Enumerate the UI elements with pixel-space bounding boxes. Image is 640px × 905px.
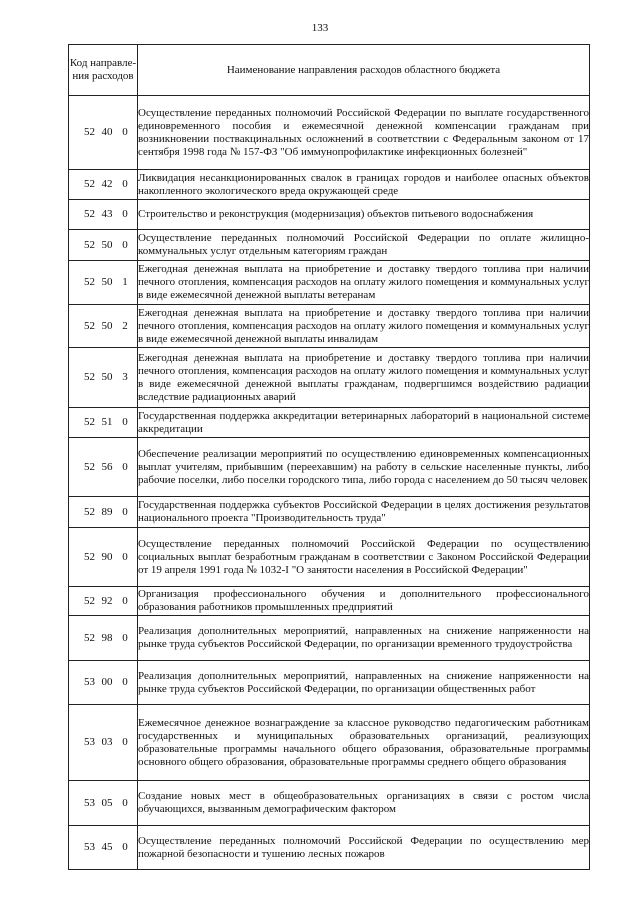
code-part-3: 0 — [122, 676, 128, 688]
code-part-1: 52 — [84, 238, 95, 251]
table-row — [69, 96, 590, 170]
expense-code — [69, 348, 138, 408]
page-number: 133 — [311, 22, 329, 34]
expense-description: Создание новых мест в общеобразовательных организациях в связи с ростом числа обучающихся, вызванным демографическим фактором — [138, 781, 590, 826]
expense-code — [69, 261, 138, 305]
code-part-2: 00 — [101, 676, 113, 688]
expense-description: Организация профессионального обучения и дополнительного профессионального образования работников промышленных предприятий — [138, 587, 590, 616]
table-row — [69, 587, 590, 616]
code-part-2: 50 — [101, 319, 113, 332]
code-part-3: 0 — [122, 841, 128, 853]
code-part-1: 53 — [84, 841, 95, 853]
code-part-1: 52 — [84, 631, 95, 644]
code-part-2: 05 — [101, 796, 113, 809]
code-part-3: 0 — [122, 550, 128, 563]
expense-description: Осуществление переданных полномочий Российской Федерации по осуществлению мер пожарной безопасности и тушению лесных пожаров — [138, 826, 590, 870]
expense-description: Строительство и реконструкция (модернизация) объектов питьевого водоснабжения — [138, 200, 590, 230]
code-part-2: 56 — [101, 460, 113, 473]
table-row — [69, 408, 590, 438]
table-row — [69, 616, 590, 661]
expense-code — [69, 200, 138, 230]
expense-code — [69, 497, 138, 528]
expense-description: Ежемесячное денежное вознаграждение за классное руководство педагогическим работникам государственных и муниципальных образовательных организаций, реализующих образовательные программы начального общего образования, образовательные программы основного общего образования, образовательные программы среднего общего образования — [138, 705, 590, 781]
expense-description: Реализация дополнительных мероприятий, направленных на снижение напряженности на рынке труда субъектов Российской Федерации, по организации общественных работ — [138, 661, 590, 705]
table-row — [69, 438, 590, 497]
code-part-2: 50 — [101, 276, 113, 288]
code-part-3: 0 — [122, 631, 128, 644]
code-part-1: 52 — [84, 550, 95, 563]
expense-description: Ежегодная денежная выплата на приобретение и доставку твердого топлива при наличии печного отопления, компенсация расходов на оплату жилого помещения и коммунальных услуг в виде ежемесячной денежной выплаты гражданам, подвергшимся воздействию радиации вследствие радиационных аварий — [138, 348, 590, 408]
table-row — [69, 781, 590, 826]
code-part-3: 0 — [122, 126, 128, 138]
expense-code — [69, 96, 138, 170]
code-part-3: 0 — [122, 178, 128, 190]
code-part-1: 53 — [84, 796, 95, 809]
table-row — [69, 497, 590, 528]
code-part-2: 03 — [101, 736, 113, 748]
name-column-header: Наименование направления расходов областного бюджета — [138, 45, 590, 96]
table-row — [69, 305, 590, 348]
expense-description: Осуществление переданных полномочий Российской Федерации по оплате жилищно-коммунальных услуг отдельным категориям граждан — [138, 230, 590, 261]
table-row — [69, 661, 590, 705]
code-part-3: 0 — [122, 208, 128, 220]
code-part-1: 52 — [84, 505, 95, 518]
code-part-3: 0 — [122, 238, 128, 251]
table-row — [69, 705, 590, 781]
expense-description: Ликвидация несанкционированных свалок в границах городов и наиболее опасных объектов накопленного экологического вреда окружающей среде — [138, 170, 590, 200]
code-part-2: 90 — [101, 550, 113, 563]
code-column-header: Код направле-ния расходов — [69, 45, 138, 96]
expense-description: Ежегодная денежная выплата на приобретение и доставку твердого топлива при наличии печного отопления, компенсация расходов на оплату жилого помещения и коммунальных услуг в виде ежемесячной денежной выплаты инвалидам — [138, 305, 590, 348]
table-row — [69, 170, 590, 200]
code-part-1: 52 — [84, 208, 95, 220]
expense-code — [69, 408, 138, 438]
code-part-2: 89 — [101, 505, 113, 518]
expense-description: Осуществление переданных полномочий Российской Федерации по выплате государственного единовременного пособия и ежемесячной денежной компенсации гражданам при возникновении поствакцинальных осложнений в соответствии с Федеральным законом от 17 сентября 1998 года № 157-ФЗ "Об иммунопрофилактике инфекционных болезней" — [138, 96, 590, 170]
code-part-3: 0 — [122, 460, 128, 473]
code-part-1: 52 — [84, 276, 95, 288]
code-part-2: 50 — [101, 371, 113, 383]
expense-code — [69, 170, 138, 200]
code-part-3: 0 — [122, 736, 128, 748]
code-part-1: 52 — [84, 178, 95, 190]
table-row — [69, 348, 590, 408]
expense-code — [69, 305, 138, 348]
expense-description: Реализация дополнительных мероприятий, направленных на снижение напряженности на рынке труда субъектов Российской Федерации, по организации временного трудоустройства — [138, 616, 590, 661]
expense-description: Государственная поддержка аккредитации ветеринарных лабораторий в национальной системе аккредитации — [138, 408, 590, 438]
code-part-2: 51 — [101, 416, 113, 428]
code-part-2: 43 — [101, 208, 113, 220]
table-header-row — [69, 45, 590, 96]
code-part-2: 50 — [101, 238, 113, 251]
code-part-1: 52 — [84, 460, 95, 473]
expense-code — [69, 781, 138, 826]
expense-code — [69, 826, 138, 870]
code-part-2: 98 — [101, 631, 113, 644]
budget-table — [68, 44, 590, 870]
code-part-1: 52 — [84, 594, 95, 607]
expense-description: Обеспечение реализации мероприятий по осуществлению единовременных компенсационных выплат учителям, прибывшим (переехавшим) на работу в сельские населенные пункты, либо рабочие поселки, либо поселки городского типа, либо города с населением до 50 тысяч человек — [138, 438, 590, 497]
code-part-1: 52 — [84, 126, 95, 138]
expense-code — [69, 705, 138, 781]
table-row — [69, 200, 590, 230]
expense-description: Государственная поддержка субъектов Российской Федерации в целях достижения результатов национального проекта "Производительность труда" — [138, 497, 590, 528]
code-part-3: 0 — [122, 505, 128, 518]
code-part-1: 53 — [84, 676, 95, 688]
code-part-2: 92 — [101, 594, 113, 607]
expense-description: Ежегодная денежная выплата на приобретение и доставку твердого топлива при наличии печного отопления, компенсация расходов на оплату жилого помещения и коммунальных услуг в виде ежемесячной денежной выплаты ветеранам — [138, 261, 590, 305]
code-part-3: 0 — [122, 416, 128, 428]
code-part-3: 1 — [122, 276, 128, 288]
expense-code — [69, 528, 138, 587]
code-part-3: 0 — [122, 594, 128, 607]
table-row — [69, 528, 590, 587]
table-row — [69, 230, 590, 261]
expense-code — [69, 230, 138, 261]
expense-code — [69, 616, 138, 661]
expense-description: Осуществление переданных полномочий Российской Федерации по осуществлению социальных выплат безработным гражданам в соответствии с Законом Российской Федерации от 19 апреля 1991 года № 1032-I "О занятости населения в Российской Федерации" — [138, 528, 590, 587]
code-part-3: 0 — [122, 796, 128, 809]
table-row — [69, 826, 590, 870]
code-part-1: 53 — [84, 736, 95, 748]
code-part-2: 45 — [101, 841, 113, 853]
code-part-2: 40 — [101, 126, 113, 138]
table-row — [69, 261, 590, 305]
code-part-1: 52 — [84, 416, 95, 428]
expense-code — [69, 438, 138, 497]
code-part-1: 52 — [84, 371, 95, 383]
code-part-2: 42 — [101, 178, 113, 190]
code-part-1: 52 — [84, 319, 95, 332]
code-part-3: 2 — [122, 319, 128, 332]
code-part-3: 3 — [122, 371, 128, 383]
expense-code — [69, 587, 138, 616]
expense-code — [69, 661, 138, 705]
